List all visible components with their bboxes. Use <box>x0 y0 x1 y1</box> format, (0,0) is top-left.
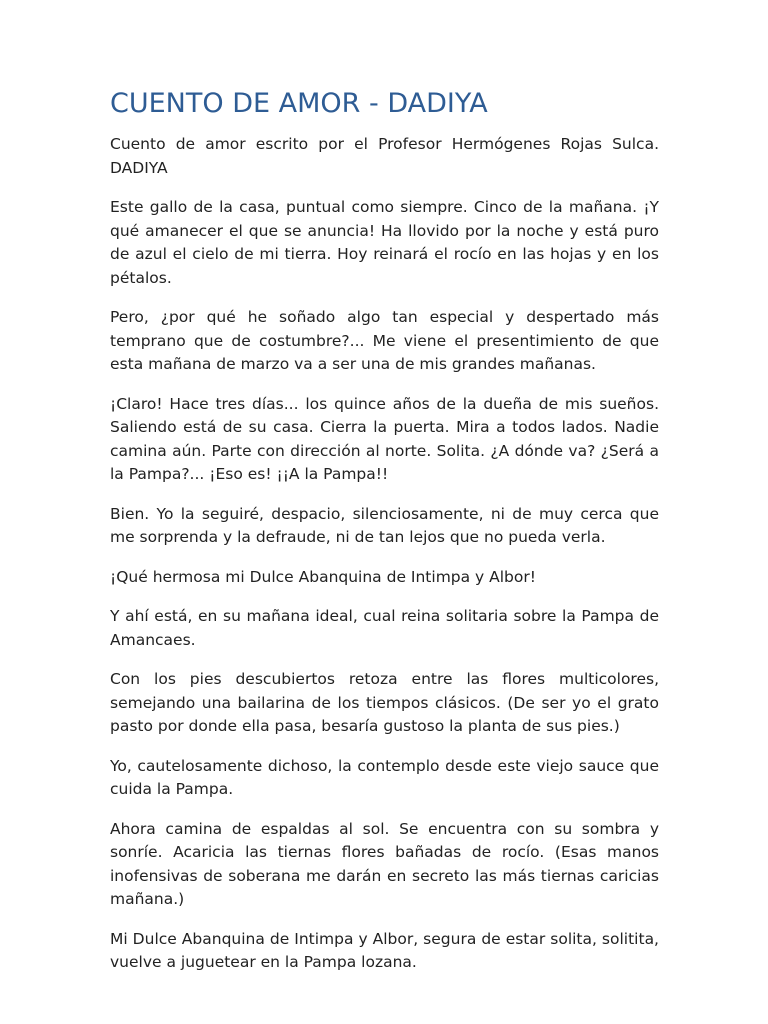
paragraph-11: Mi Dulce Abanquina de Intimpa y Albor, segura de estar solita, solitita, vuelve a juguetear en la Pampa lozana. <box>110 929 659 971</box>
paragraph-1: Cuento de amor escrito por el Profesor Hermógenes Rojas Sulca. DADIYA <box>110 135 659 177</box>
paragraph-5: Bien. Yo la seguiré, despacio, silenciosamente, ni de muy cerca que me sorprenda y la defraude, ni de tan lejos que no pueda verla. <box>110 504 659 546</box>
paragraph-8: Con los pies descubiertos retoza entre las flores multicolores, semejando una bailarina de los tiempos clásicos. (De ser yo el grato pasto por donde ella pasa, besaría gustoso la planta de sus pies.) <box>110 670 659 735</box>
paragraph-6: ¡Qué hermosa mi Dulce Abanquina de Intimpa y Albor! <box>110 567 536 586</box>
document-title: CUENTO DE AMOR - DADIYA <box>110 88 488 119</box>
paragraph-4: ¡Claro! Hace tres días... los quince años de la dueña de mis sueños. Saliendo está de su casa. Cierra la puerta. Mira a todos lados. Nadie camina aún. Parte con dirección al norte. Solita. ¿A dónde va? ¿Será a la Pampa?... ¡Eso es! ¡¡A la Pampa!! <box>110 394 659 483</box>
paragraph-2: Este gallo de la casa, puntual como siempre. Cinco de la mañana. ¡Y qué amanecer el que se anuncia! Ha llovido por la noche y está puro de azul el cielo de mi tierra. Hoy reinará el rocío en las hojas y en los pétalos. <box>110 198 659 287</box>
paragraph-3: Pero, ¿por qué he soñado algo tan especial y despertado más temprano que de costumbre?... Me viene el presentimiento de que esta mañana de marzo va a ser una de mis grandes mañanas. <box>110 308 659 373</box>
document-page <box>110 86 659 991</box>
paragraph-10: Ahora camina de espaldas al sol. Se encuentra con su sombra y sonríe. Acaricia las tiernas flores bañadas de rocío. (Esas manos inofensivas de soberana me darán en secreto las más tiernas caricias mañana.) <box>110 819 659 908</box>
paragraph-7: Y ahí está, en su mañana ideal, cual reina solitaria sobre la Pampa de Amancaes. <box>110 607 659 649</box>
paragraph-9: Yo, cautelosamente dichoso, la contemplo desde este viejo sauce que cuida la Pampa. <box>110 756 659 798</box>
